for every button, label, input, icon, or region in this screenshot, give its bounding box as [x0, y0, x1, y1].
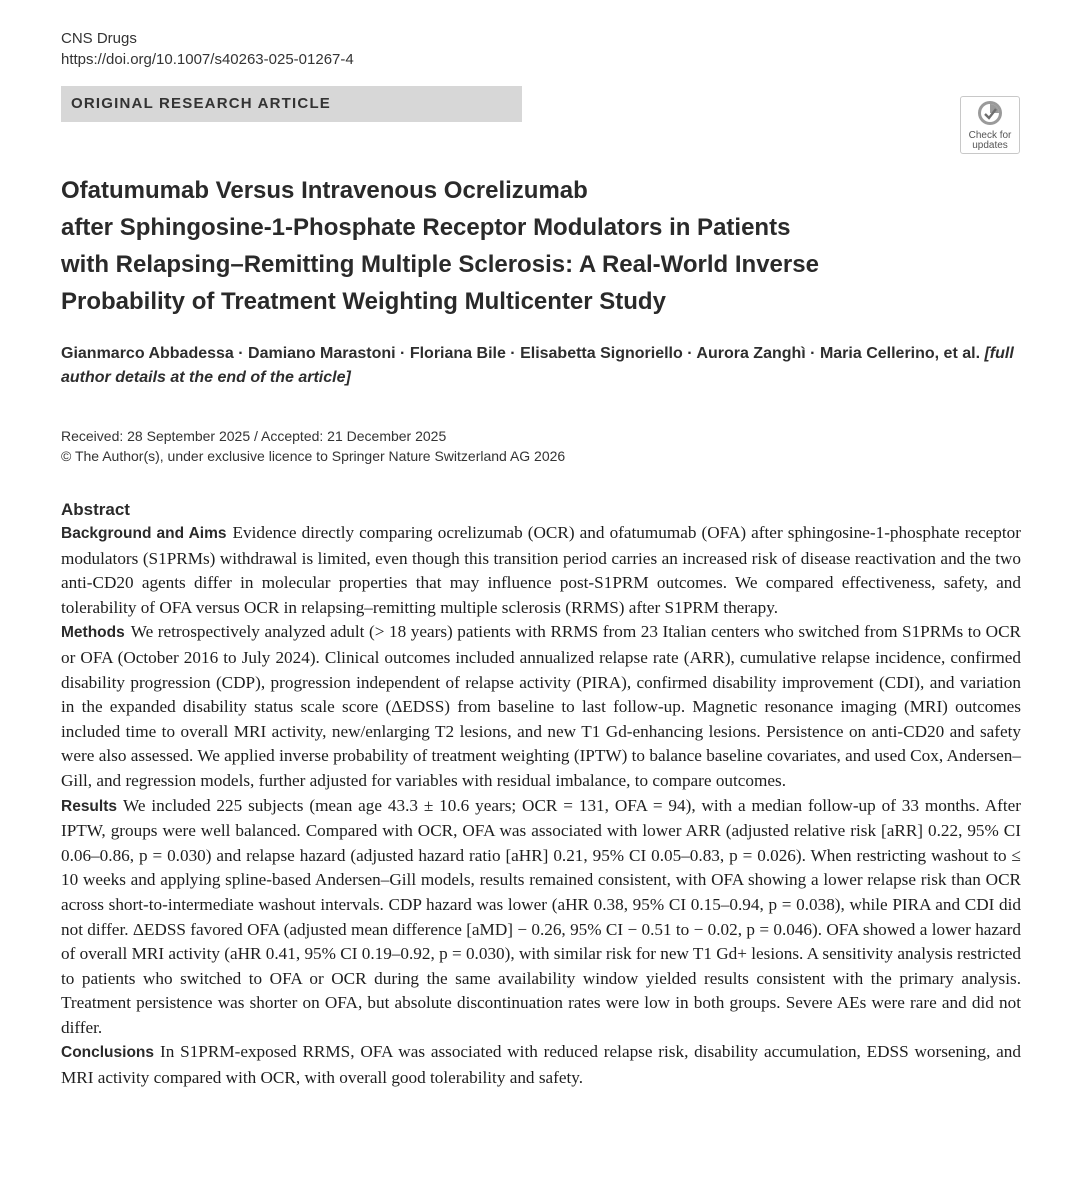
methods-text: We retrospectively analyzed adult (> 18 years) patients with RRMS from 23 Italian centers who switched from S1PRMs to OCR or OFA (October 2016 to July 2024). Clinical outcomes included annualized relapse rate (ARR), cumulative relapse incidence, confirmed disability progression (CDP), progression independent of relapse activity (PIRA), confirmed disability improvement (CDI), and variation in the expanded disability status scale score (ΔEDSS) from baseline to last follow-up. Magnetic resonance imaging (MRI) outcomes included time to overall MRI activity, new/enlarging T2 lesions, and new T1 Gd-enhancing lesions. Persistence on anti-CD20 and safety were also assessed. We applied inverse probability of treatment weighting (IPTW) to balance baseline covariates, and used Cox, Andersen–Gill, and regression models, further adjusted for variables with residual imbalance, to compare outcomes. [61, 622, 1021, 790]
abstract-methods [61, 620, 1021, 793]
abstract-heading: Abstract [61, 500, 130, 519]
check-for-updates-badge[interactable] [960, 96, 1020, 154]
article-title [61, 172, 961, 320]
doi-link[interactable]: https://doi.org/10.1007/s40263-025-01267-4 [61, 51, 354, 68]
copyright-notice: © The Author(s), under exclusive licence to Springer Nature Switzerland AG 2026 [61, 448, 566, 464]
background-label: Background and Aims [61, 525, 227, 542]
check-updates-icon [977, 100, 1003, 126]
title-line: Ofatumumab Versus Intravenous Ocrelizumab [61, 177, 588, 204]
methods-label: Methods [61, 624, 125, 642]
results-text: We included 225 subjects (mean age 43.3 ± 10.6 years; OCR = 131, OFA = 94), with a median follow-up of 33 months. After IPTW, groups were well balanced. Compared with OCR, OFA was associated with lower ARR (adjusted relative risk [aRR] 0.22, 95% CI 0.06–0.86, p = 0.030) and relapse hazard (adjusted hazard ratio [aHR] 0.21, 95% CI 0.05–0.83, p = 0.026). When restricting washout to ≤ 10 weeks and applying spline-based Andersen–Gill models, results remained consistent, with OFA showing a lower relapse risk than OCR across short-to-intermediate washout intervals. CDP hazard was lower (aHR 0.38, 95% CI 0.15–0.94, p = 0.038), while PIRA and CDI did not differ. ΔEDSS favored OFA (adjusted mean difference [aMD] − 0.26, 95% CI − 0.51 to − 0.02, p = 0.046). OFA showed a lower hazard of overall MRI activity (aHR 0.41, 95% CI 0.19–0.92, p = 0.030), with similar risk for new T1 Gd+ lesions. A sensitivity analysis restricted to patients who switched to OFA or OCR during the same availability window yielded results consistent with the primary analysis. Treatment persistence was shorter on OFA, but absolute discontinuation rates were low in both groups. Severe AEs were rare and did not differ. [61, 795, 1021, 1037]
conclusions-label: Conclusions [61, 1044, 155, 1062]
article-type-label: ORIGINAL RESEARCH ARTICLE [71, 95, 332, 112]
abstract-conclusions [61, 1040, 1021, 1090]
journal-name: CNS Drugs [61, 30, 137, 47]
check-updates-line2: updates [972, 140, 1008, 151]
title-line: after Sphingosine-1-Phosphate Receptor Modulators in Patients [61, 214, 791, 241]
abstract [61, 499, 1021, 1091]
article-dates [61, 426, 565, 466]
article-type-banner [61, 86, 522, 122]
title-line: with Relapsing–Remitting Multiple Sclerosis: A Real-World Inverse [61, 251, 819, 278]
author-details-note[interactable]: [full author details at the end of the article] [61, 345, 1014, 386]
author-names: Gianmarco Abbadessa · Damiano Marastoni · Floriana Bile · Elisabetta Signoriello · Aurora Zanghì · Maria Cellerino, et al. [61, 345, 981, 362]
results-label: Results [61, 797, 117, 815]
background-text: Evidence directly comparing ocrelizumab (OCR) and ofatumumab (OFA) after sphingosine-1-phosphate receptor modulators (S1PRMs) withdrawal is limited, even though this transition period carries an increased risk of disease reactivation and the two anti-CD20 agents differ in molecular properties that may influence post-S1PRM outcomes. We compared effectiveness, safety, and tolerability of OFA versus OCR in relapsing–remitting multiple sclerosis (RRMS) after S1PRM therapy. [61, 523, 1021, 617]
conclusions-text: In S1PRM-exposed RRMS, OFA was associated with reduced relapse risk, disability accumulation, EDSS worsening, and MRI activity compared with OCR, with overall good tolerability and safety. [61, 1042, 1021, 1088]
abstract-background [61, 521, 1021, 620]
abstract-results [61, 794, 1021, 1041]
received-accepted-dates: Received: 28 September 2025 / Accepted: 21 December 2025 [61, 428, 447, 444]
title-line: Probability of Treatment Weighting Multicenter Study [61, 288, 666, 315]
check-updates-line1: Check for [968, 130, 1012, 141]
author-list [61, 342, 1021, 390]
journal-header [61, 28, 354, 70]
